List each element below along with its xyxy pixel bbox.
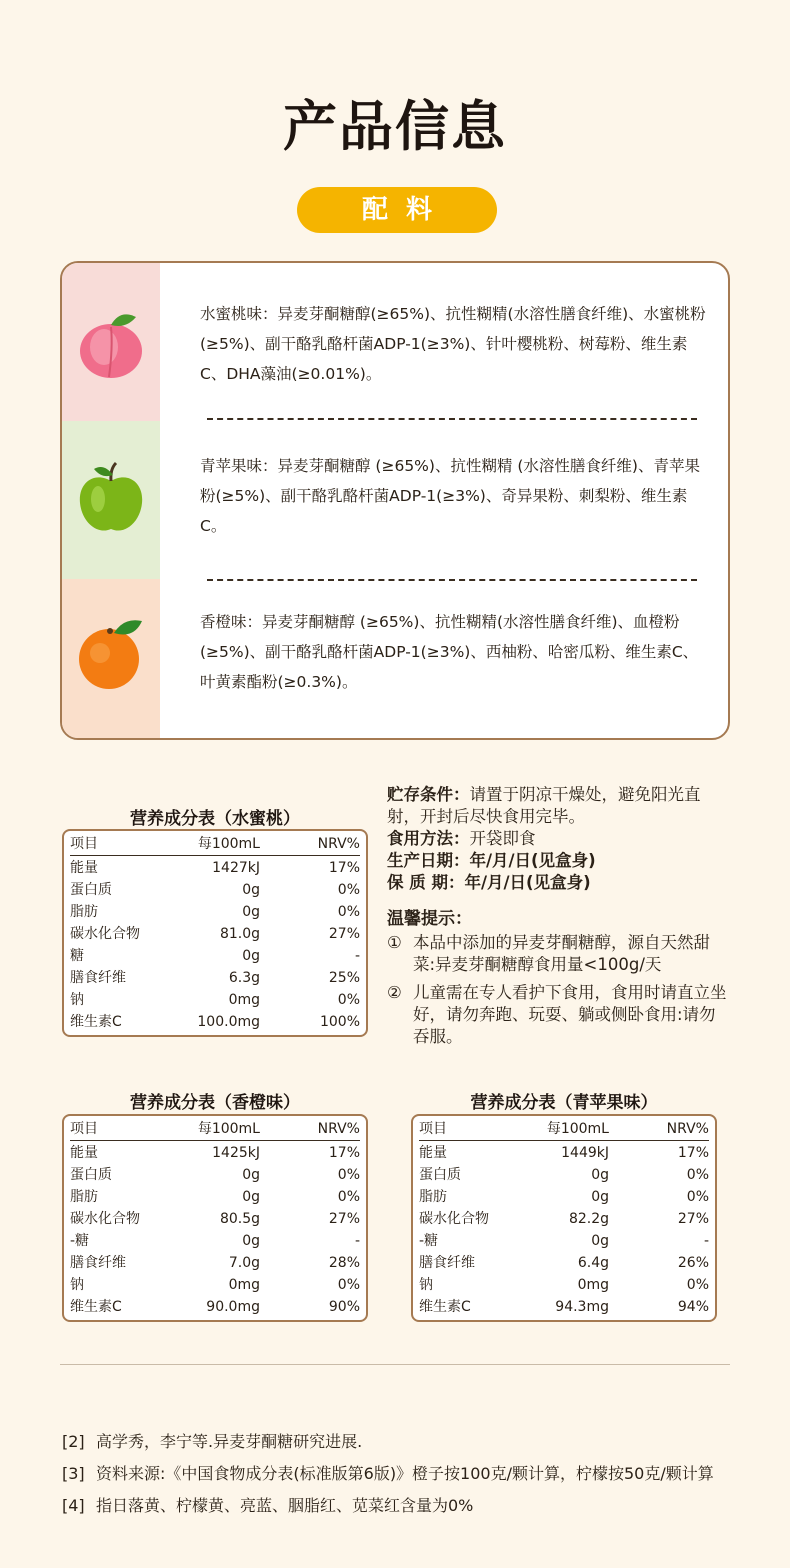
table-cell: 17% [677,1145,709,1161]
nutrition-table-peach [62,829,368,1037]
table-cell: 碳水化合物 [70,926,140,942]
table-cell: 6.4g [577,1255,609,1271]
table-cell: 26% [677,1255,709,1271]
nutrition-table-apple [411,1114,717,1322]
table-cell: -糖 [70,1233,90,1249]
table-row [70,1011,360,1033]
reference-item [62,1430,742,1454]
column-header: 每100mL [546,1121,609,1137]
table-row [70,901,360,923]
usage-row [387,828,727,850]
table-cell: 碳水化合物 [70,1211,140,1227]
storage-row [387,784,727,828]
table-cell: 0g [242,1233,260,1249]
table-cell: 能量 [70,860,98,876]
tip-item [387,982,727,1048]
table-cell: 0g [591,1167,609,1183]
table-cell: 0% [686,1277,709,1293]
table-cell: -糖 [419,1233,439,1249]
table-cell: 27% [328,926,360,942]
table-header-row [419,1118,709,1141]
table-row [419,1252,709,1274]
table-row [419,1230,709,1252]
tips-title: 温馨提示： [387,909,472,929]
table-cell: 糖 [70,948,84,964]
table-cell: 钠 [70,1277,84,1293]
table-cell: 94.3mg [555,1299,609,1315]
shelf-life-label: 保 质 期： [387,873,465,892]
table-cell: 27% [677,1211,709,1227]
table-cell: 脂肪 [70,1189,98,1205]
nutrition-title-peach: 营养成分表（水蜜桃） [130,809,300,829]
ingredient-apple: 青苹果味：异麦芽酮糖醇 (≥65%)、抗性糊精 (水溶性膳食纤维)、青苹果粉(≥5%)、副干酪乳酪杆菌ADP-1(≥3%)、奇异果粉、刺梨粉、维生素C。 [200,457,700,535]
table-row [419,1296,709,1318]
table-cell: 6.3g [228,970,260,986]
column-header: 项目 [419,1121,447,1137]
table-row [419,1208,709,1230]
peach-icon [76,307,146,379]
table-row [70,1164,360,1186]
usage-label: 食用方法： [387,829,470,848]
table-cell: 钠 [419,1277,433,1293]
table-cell: 蛋白质 [70,1167,112,1183]
table-row [70,1252,360,1274]
table-cell: 90.0mg [206,1299,260,1315]
table-row [419,1164,709,1186]
tip-number: ① [387,933,402,952]
reference-item [62,1462,742,1486]
table-cell: 100.0mg [197,1014,260,1030]
tip-text: 儿童需在专人看护下食用，食用时请直立坐好，请勿奔跑、玩耍、躺或侧卧食用:请勿吞服。 [413,983,727,1046]
table-row [70,989,360,1011]
table-row [70,1142,360,1164]
table-cell: 维生素C [419,1299,471,1315]
table-cell: 25% [328,970,360,986]
table-header-row [70,833,360,856]
references [62,1430,742,1526]
table-cell: 0g [242,948,260,964]
column-header: 项目 [70,1121,98,1137]
table-cell: 0g [242,882,260,898]
table-row [70,945,360,967]
table-cell: 0g [591,1189,609,1205]
table-cell: 蛋白质 [70,882,112,898]
table-cell: 0g [591,1233,609,1249]
table-cell: 90% [328,1299,360,1315]
table-cell: 脂肪 [419,1189,447,1205]
table-cell: 0% [337,1167,360,1183]
table-cell: 0g [242,1189,260,1205]
nutrition-table-orange [62,1114,368,1322]
table-cell: 1425kJ [212,1145,260,1161]
production-date-row [387,850,727,872]
table-cell: 0g [242,904,260,920]
product-info [387,784,727,1054]
orange-band [62,579,160,740]
table-cell: 17% [328,1145,360,1161]
table-row [70,1186,360,1208]
green-apple-icon [76,459,146,535]
table-cell: 钠 [70,992,84,1008]
reference-tag: [2] [62,1432,85,1451]
table-row [70,967,360,989]
orange-icon [76,615,146,691]
table-cell: 维生素C [70,1014,122,1030]
table-row [70,879,360,901]
table-cell: 0% [337,1277,360,1293]
table-cell: 0% [337,1189,360,1205]
table-row [419,1142,709,1164]
shelf-life-value: 年/月/日(见盒身) [464,873,591,892]
table-cell: - [354,948,360,964]
table-cell: 膳食纤维 [419,1255,475,1271]
table-cell: 7.0g [228,1255,260,1271]
footer-divider [60,1364,730,1365]
table-cell: 0g [242,1167,260,1183]
table-cell: 100% [319,1014,360,1030]
column-header: NRV% [317,836,360,852]
table-header-row [70,1118,360,1141]
table-cell: 0% [337,882,360,898]
page-title: 产品信息 [283,95,507,158]
column-header: 每100mL [197,1121,260,1137]
reference-tag: [3] [62,1464,85,1483]
reference-text: 资料来源:《中国食物成分表(标准版第6版)》橙子按100克/颗计算，柠檬按50克/颗计算 [96,1464,714,1483]
divider [207,418,697,420]
tip-number: ② [387,983,402,1002]
ingredient-peach: 水蜜桃味：异麦芽酮糖醇(≥65%)、抗性糊精(水溶性膳食纤维)、水蜜桃粉(≥5%)、副干酪乳酪杆菌ADP-1(≥3%)、针叶樱桃粉、树莓粉、维生素C、DHA藻油(≥0.01%)。 [200,305,706,383]
table-cell: 28% [328,1255,360,1271]
table-row [419,1274,709,1296]
table-cell: 17% [328,860,360,876]
table-cell: 27% [328,1211,360,1227]
reference-tag: [4] [62,1496,85,1515]
table-cell: 1449kJ [561,1145,609,1161]
table-cell: 碳水化合物 [419,1211,489,1227]
table-cell: 1427kJ [212,860,260,876]
column-header: NRV% [317,1121,360,1137]
storage-value: 请置于阴凉干燥处，避免阳光直射，开封后尽快食用完毕。 [387,785,701,826]
reference-text: 指日落黄、柠檬黄、亮蓝、胭脂红、苋菜红含量为0% [96,1496,474,1515]
table-cell: 脂肪 [70,904,98,920]
column-header: NRV% [666,1121,709,1137]
table-row [70,1208,360,1230]
production-date-value: 年/月/日(见盒身) [469,851,596,870]
table-cell: 82.2g [568,1211,609,1227]
ingredients-card [60,261,730,740]
storage-label: 贮存条件： [387,785,470,804]
table-cell: 膳食纤维 [70,970,126,986]
table-cell: - [354,1233,360,1249]
table-cell: 0% [686,1189,709,1205]
table-cell: 蛋白质 [419,1167,461,1183]
reference-text: 高学秀，李宁等.异麦芽酮糖研究进展. [96,1432,363,1451]
tip-text: 本品中添加的异麦芽酮糖醇，源自天然甜菜:异麦芽酮糖醇食用量<100g/天 [413,933,710,974]
production-date-label: 生产日期： [387,851,470,870]
table-cell: 0% [686,1167,709,1183]
reference-item [62,1494,742,1518]
usage-value: 开袋即食 [469,829,536,848]
divider [207,579,697,581]
nutrition-title-orange: 营养成分表（香橙味） [130,1093,300,1113]
table-row [70,1296,360,1318]
table-row [70,1274,360,1296]
table-row [70,1230,360,1252]
table-cell: 81.0g [219,926,260,942]
table-cell: 能量 [70,1145,98,1161]
tip-item [387,932,727,976]
table-cell: 膳食纤维 [70,1255,126,1271]
column-header: 项目 [70,836,98,852]
nutrition-title-apple: 营养成分表（青苹果味） [470,1093,658,1113]
table-cell: 94% [677,1299,709,1315]
table-cell: 0mg [577,1277,609,1293]
ingredients-section-label: 配料 [297,187,497,233]
table-cell: 80.5g [219,1211,260,1227]
ingredient-orange: 香橙味：异麦芽酮糖醇 (≥65%)、抗性糊精(水溶性膳食纤维)、血橙粉(≥5%)、副干酪乳酪杆菌ADP-1(≥3%)、西柚粉、哈密瓜粉、维生素C、叶黄素酯粉(≥0.3%)。 [200,613,699,691]
table-row [70,923,360,945]
table-cell: 维生素C [70,1299,122,1315]
apple-band [62,421,160,579]
table-cell: 0mg [228,1277,260,1293]
table-cell: 0% [337,904,360,920]
table-cell: 0% [337,992,360,1008]
table-cell: 0mg [228,992,260,1008]
column-header: 每100mL [197,836,260,852]
table-row [419,1186,709,1208]
table-row [70,857,360,879]
peach-band [62,263,160,421]
table-cell: - [703,1233,709,1249]
shelf-life-row [387,872,727,894]
table-cell: 能量 [419,1145,447,1161]
